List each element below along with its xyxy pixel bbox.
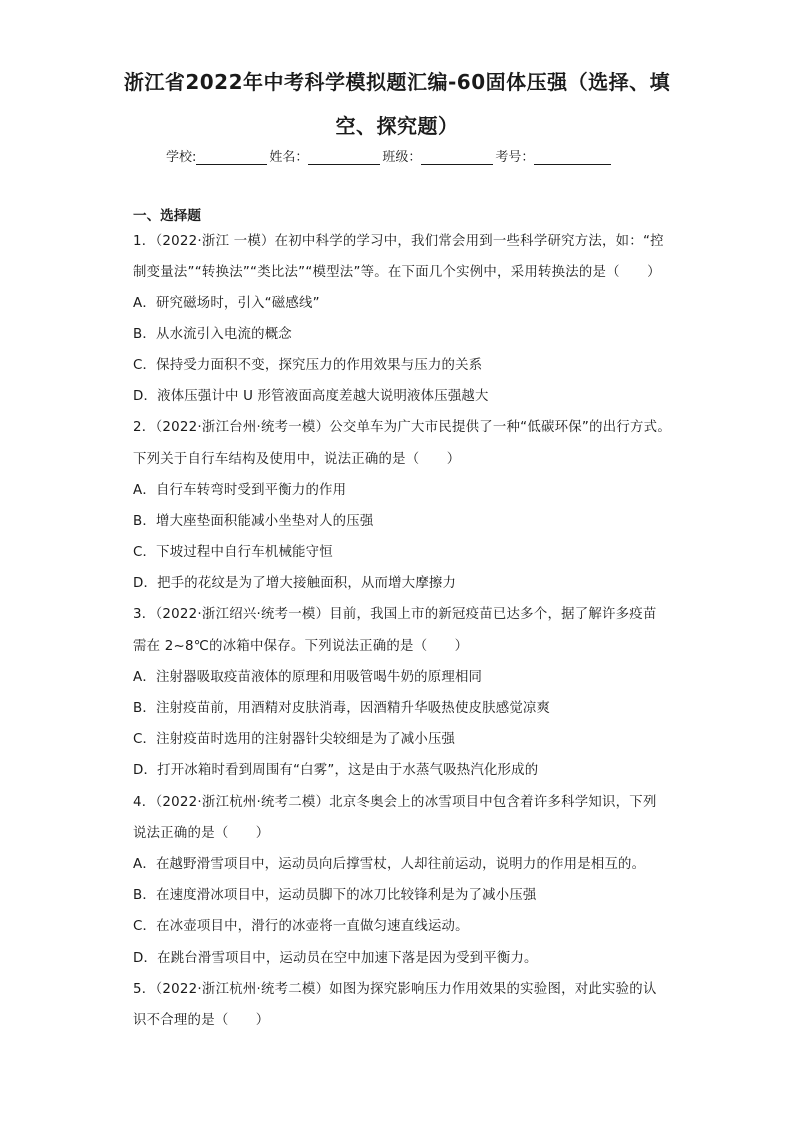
question-1-stem-line-1: 1．（2022·浙江 一模）在初中科学的学习中，我们常会用到一些科学研究方法，如：“控	[133, 234, 664, 249]
question-1-option-b: B．从水流引入电流的概念	[133, 327, 292, 342]
question-4-option-c: C．在冰壶项目中，滑行的冰壶将一直做匀速直线运动。	[133, 919, 469, 934]
question-3-option-c: C．注射疫苗时选用的注射器针尖较细是为了减小压强	[133, 732, 456, 747]
class-field	[382, 146, 495, 165]
name-field	[269, 146, 382, 165]
question-3-stem-line-2: 需在 2~8℃的冰箱中保存。下列说法正确的是（ ）	[133, 639, 469, 654]
school-field	[166, 146, 269, 165]
question-1-option-c: C．保持受力面积不变，探究压力的作用效果与压力的关系	[133, 358, 483, 373]
question-4-option-a: A．在越野滑雪项目中，运动员向后撑雪杖，人却往前运动，说明力的作用是相互的。	[133, 857, 646, 872]
page-title-line-2: 空、探究题）	[335, 114, 459, 138]
name-blank[interactable]	[308, 150, 380, 165]
question-4-option-d: D．在跳台滑雪项目中，运动员在空中加速下落是因为受到平衡力。	[133, 951, 538, 966]
number-blank[interactable]	[534, 150, 611, 165]
name-label: 姓名：	[269, 150, 309, 165]
question-3-stem-line-1: 3．（2022·浙江绍兴·统考一模）目前，我国上市的新冠疫苗已达多个，据了解许多疫苗	[133, 607, 657, 622]
question-2-stem-line-1: 2．（2022·浙江台州·统考一模）公交单车为广大市民提供了一种“低碳环保”的出行方式。	[133, 420, 671, 435]
page-title-line-1: 浙江省2022年中考科学模拟题汇编-60固体压强（选择、填	[123, 70, 671, 94]
number-label: 考号：	[495, 150, 535, 165]
question-1-option-a: A．研究磁场时，引入“磁感线”	[133, 296, 320, 311]
question-3-option-b: B．注射疫苗前，用酒精对皮肤消毒，因酒精升华吸热使皮肤感觉凉爽	[133, 701, 551, 716]
question-3-option-d: D．打开冰箱时看到周围有“白雾”，这是由于水蒸气吸热汽化形成的	[133, 763, 539, 778]
question-2-stem-line-2: 下列关于自行车结构及使用中，说法正确的是（ ）	[133, 452, 461, 467]
class-blank[interactable]	[421, 150, 493, 165]
school-blank[interactable]	[196, 150, 267, 165]
question-1-stem-line-2: 制变量法”“转换法”“类比法”“模型法”等。在下面几个实例中，采用转换法的是（ ）	[133, 265, 661, 280]
question-2-option-a: A．自行车转弯时受到平衡力的作用	[133, 483, 347, 498]
question-2-option-d: D．把手的花纹是为了增大接触面积，从而增大摩擦力	[133, 576, 457, 591]
question-2-option-b: B．增大座垫面积能减小坐垫对人的压强	[133, 514, 374, 529]
question-4-stem-line-2: 说法正确的是（ ）	[133, 826, 270, 841]
section-title: 一、选择题	[133, 208, 201, 224]
question-5-stem-line-2: 识不合理的是（ ）	[133, 1013, 270, 1028]
question-4-stem-line-1: 4．（2022·浙江杭州·统考二模）北京冬奥会上的冰雪项目中包含着许多科学知识，下列	[133, 795, 657, 810]
question-1-option-d: D．液体压强计中 U 形管液面高度差越大说明液体压强越大	[133, 389, 489, 404]
class-label: 班级：	[382, 150, 422, 165]
question-2-option-c: C．下坡过程中自行车机械能守恒	[133, 545, 333, 560]
question-5-stem-line-1: 5．（2022·浙江杭州·统考二模）如图为探究影响压力作用效果的实验图，对此实验的认	[133, 982, 657, 997]
number-field	[495, 146, 613, 165]
student-info-row	[166, 146, 613, 165]
question-4-option-b: B．在速度滑冰项目中，运动员脚下的冰刀比较锋利是为了减小压强	[133, 888, 537, 903]
school-label: 学校:	[166, 150, 197, 165]
question-3-option-a: A．注射器吸取疫苗液体的原理和用吸管喝牛奶的原理相同	[133, 670, 483, 685]
